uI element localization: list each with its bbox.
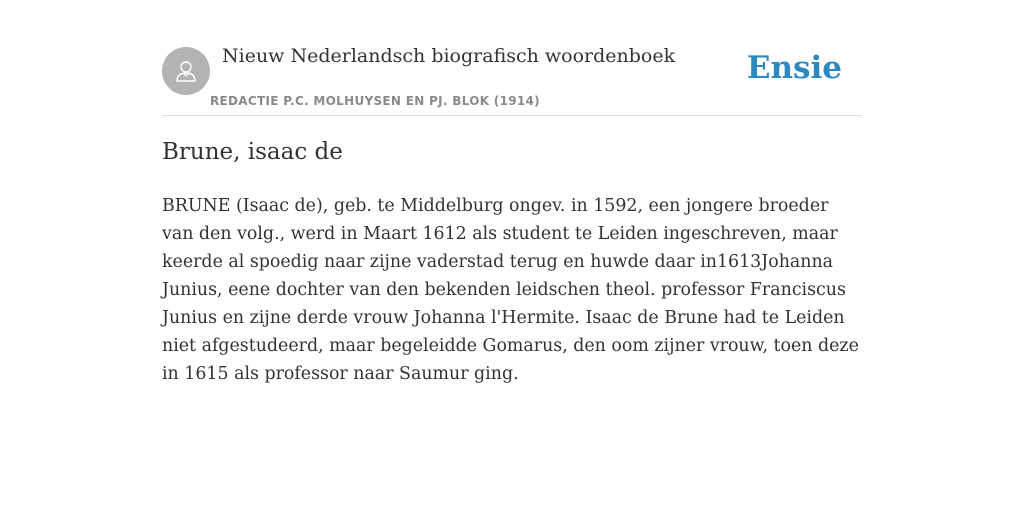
source-title[interactable]: Nieuw Nederlandsch biografisch woordenboek xyxy=(222,45,676,67)
person-icon xyxy=(172,57,200,85)
entry-body: BRUNE (Isaac de), geb. te Middelburg ongev. in 1592, een jongere broeder van den volg., werd in Maart 1612 als student te Leiden ingeschreven, maar keerde al spoedig naar zijne vaderstad terug en huwde daar in1613Johanna Junius, eene dochter van den bekenden leidschen theol. professor Franciscus Junius en zijne derde vrouw Johanna l'Hermite. Isaac de Brune had te Leiden niet afgestudeerd, maar begeleidde Gomarus, den oom zijner vrouw, toen deze in 1615 als professor naar Saumur ging. xyxy=(162,196,859,384)
entry-title: Brune, isaac de xyxy=(162,139,343,165)
source-subtitle: REDACTIE P.C. MOLHUYSEN EN PJ. BLOK (1914) xyxy=(210,94,540,108)
ensie-logo[interactable]: Ensie xyxy=(746,50,842,86)
source-header xyxy=(162,0,862,116)
page xyxy=(162,0,862,512)
avatar[interactable] xyxy=(162,47,210,95)
